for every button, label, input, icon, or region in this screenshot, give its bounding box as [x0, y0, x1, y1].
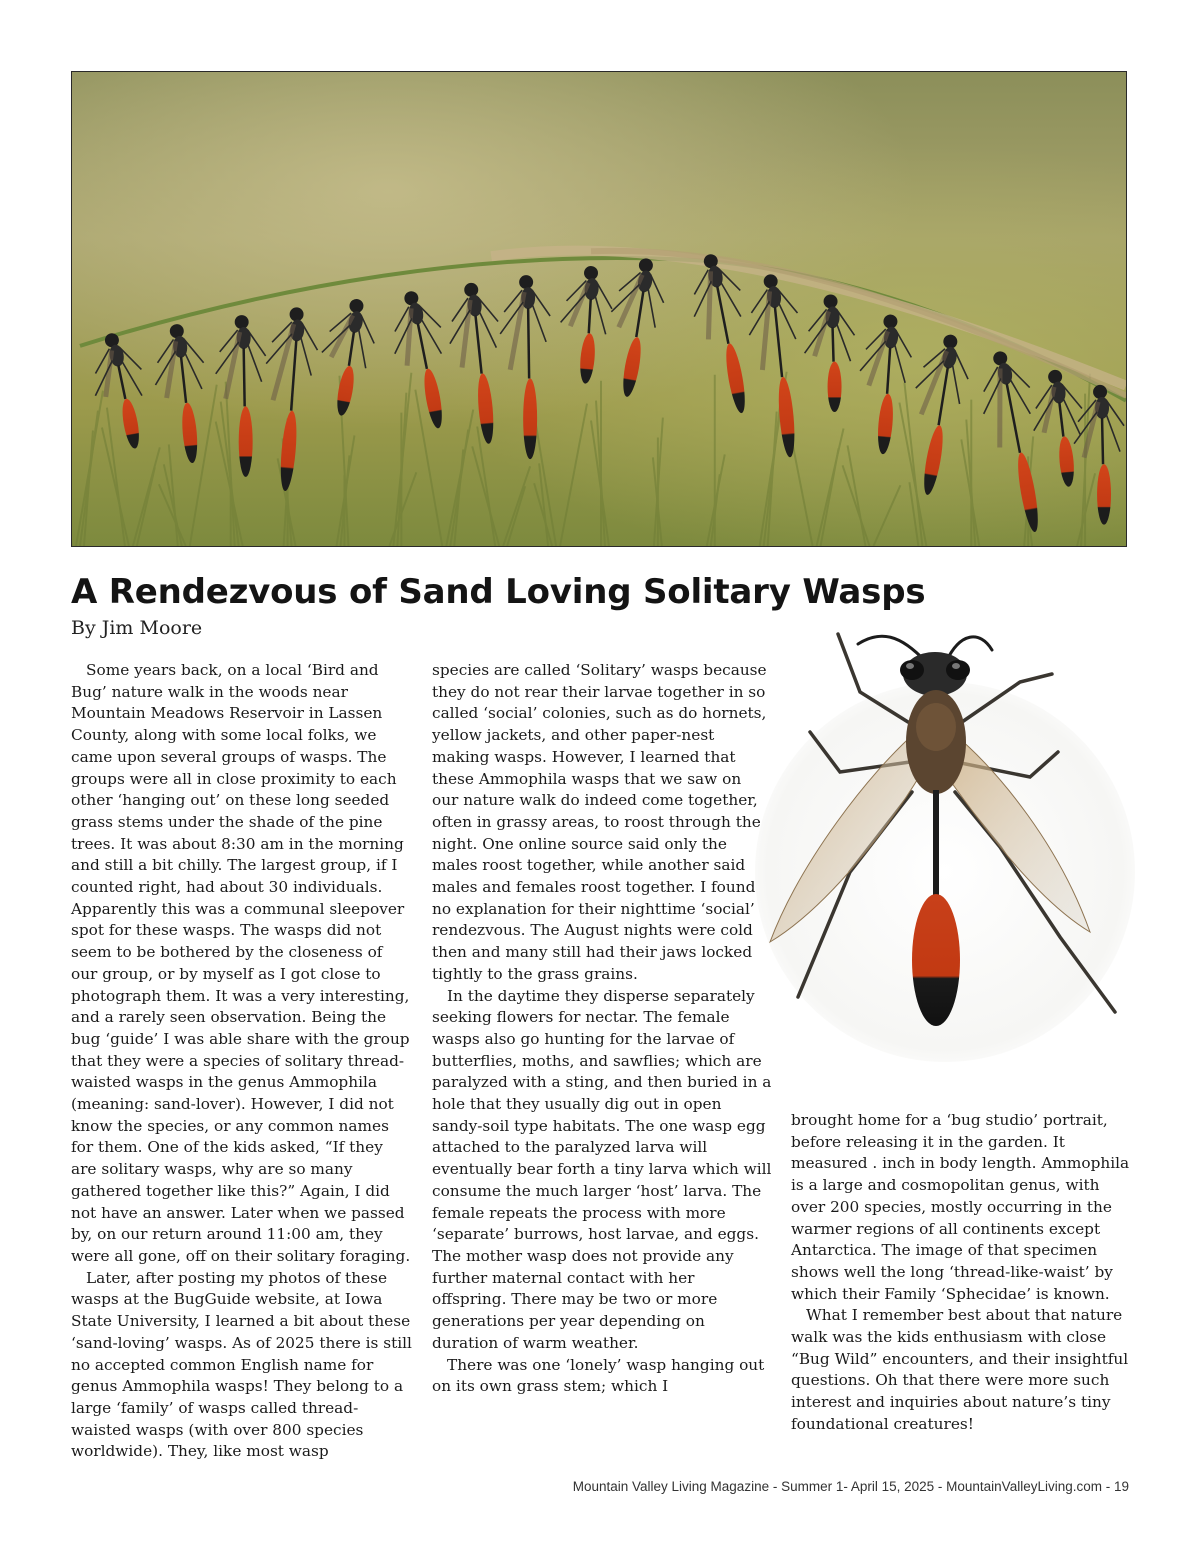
header-photo-wasps-on-grass	[71, 71, 1127, 547]
wasp-specimen-illustration	[730, 612, 1152, 1062]
paragraph: species are called ‘Solitary’ wasps because they do not rear their larvae together in so called ‘social’ colonies, such as do hornets, yellow jackets, and other paper-nest making wasps. However, I learned that these Ammophila wasps that we saw on our nature walk do indeed come together, often in grassy areas, to roost through the night. One online source said only the males roost together, while another said males and females roost together. I found no explanation for their nighttime ‘social’ rendezvous. The August nights were cold then and many still had their jaws locked tightly to the grass grains.	[432, 661, 767, 983]
paragraph: What I remember best about that nature walk was the kids enthusiasm with close “Bug Wild” encounters, and their insightful questions. Oh that there were more such interest and inquiries about nature’s tiny foundational creatures!	[791, 1306, 1129, 1433]
paragraph: In the daytime they disperse separately seeking flowers for nectar. The female wasps also go hunting for the larvae of butterflies, moths, and sawflies; which are paralyzed with a sting, and then buried in a hole that they usually dig out in open sandy-soil type habitats. The one wasp egg attached to the paralyzed larva will eventually bear forth a tiny larva which will consume the much larger ‘host’ larva. The female repeats the process with more ‘separate’ burrows, host larvae, and eggs. The mother wasp does not provide any further maternal contact with her offspring. There may be two or more generations per year depending on duration of warm weather.	[432, 986, 772, 1352]
paragraph: Some years back, on a local ‘Bird and Bug’ nature walk in the woods near Mountain Meadows Reservoir in Lassen County, along with some local folks, we came upon several groups of wasps. The groups were all in close proximity to each other ‘hanging out’ on these long seeded grass stems under the shade of the pine trees. It was about 8:30 am in the morning and still a bit chilly. The largest group, if I counted right, had about 30 individuals. Apparently this was a communal sleepover spot for these wasps. The wasps did not seem to be bothered by the closeness of our group, or by myself as I got close to photograph them. It was a very interesting, and a rarely seen observation. Being the bug ‘guide’ I was able share with the group that they were a species of solitary thread-waisted wasps in the genus Ammophila (meaning: sand-lover). However, I did not know the species, or any common names for them. One of the kids asked, “If they are solitary wasps, why are so many gathered together like this?” Again, I did not have an answer. Later when we passed by, on our return around 11:00 am, they were all gone, off on their solitary foraging.	[71, 661, 411, 1265]
paragraph: Later, after posting my photos of these wasps at the BugGuide website, at Iowa State University, I learned a bit about these ‘sand-loving’ wasps. As of 2025 there is still no accepted common English name for genus Ammophila wasps! They belong to a large ‘family’ of wasps called thread-waisted wasps (with over 800 species worldwide). They, like most wasp	[71, 1268, 412, 1461]
paragraph: There was one ‘lonely’ wasp hanging out on its own grass stem; which I	[432, 1355, 765, 1396]
article-byline: By Jim Moore	[71, 617, 203, 639]
article-column-3	[791, 1110, 1133, 1436]
article-column-1	[71, 660, 413, 1463]
wasp-roost-illustration	[72, 72, 1126, 546]
article-column-2	[432, 660, 772, 1398]
page-footer: Mountain Valley Living Magazine - Summer 1- April 15, 2025 - MountainValleyLiving.com - 19	[572, 1479, 1129, 1494]
article-title: A Rendezvous of Sand Loving Solitary Wasps	[71, 572, 926, 612]
paragraph: brought home for a ‘bug studio’ portrait, before releasing it in the garden. It measured . inch in body length. Ammophila is a large and cosmopolitan genus, with over 200 species, mostly occurring in the warmer regions of all continents except Antarctica. The image of that specimen shows well the long ‘thread-like-waist’ by which their Family ‘Sphecidae’ is known.	[791, 1111, 1130, 1303]
specimen-photo-ammophila	[730, 612, 1152, 1062]
